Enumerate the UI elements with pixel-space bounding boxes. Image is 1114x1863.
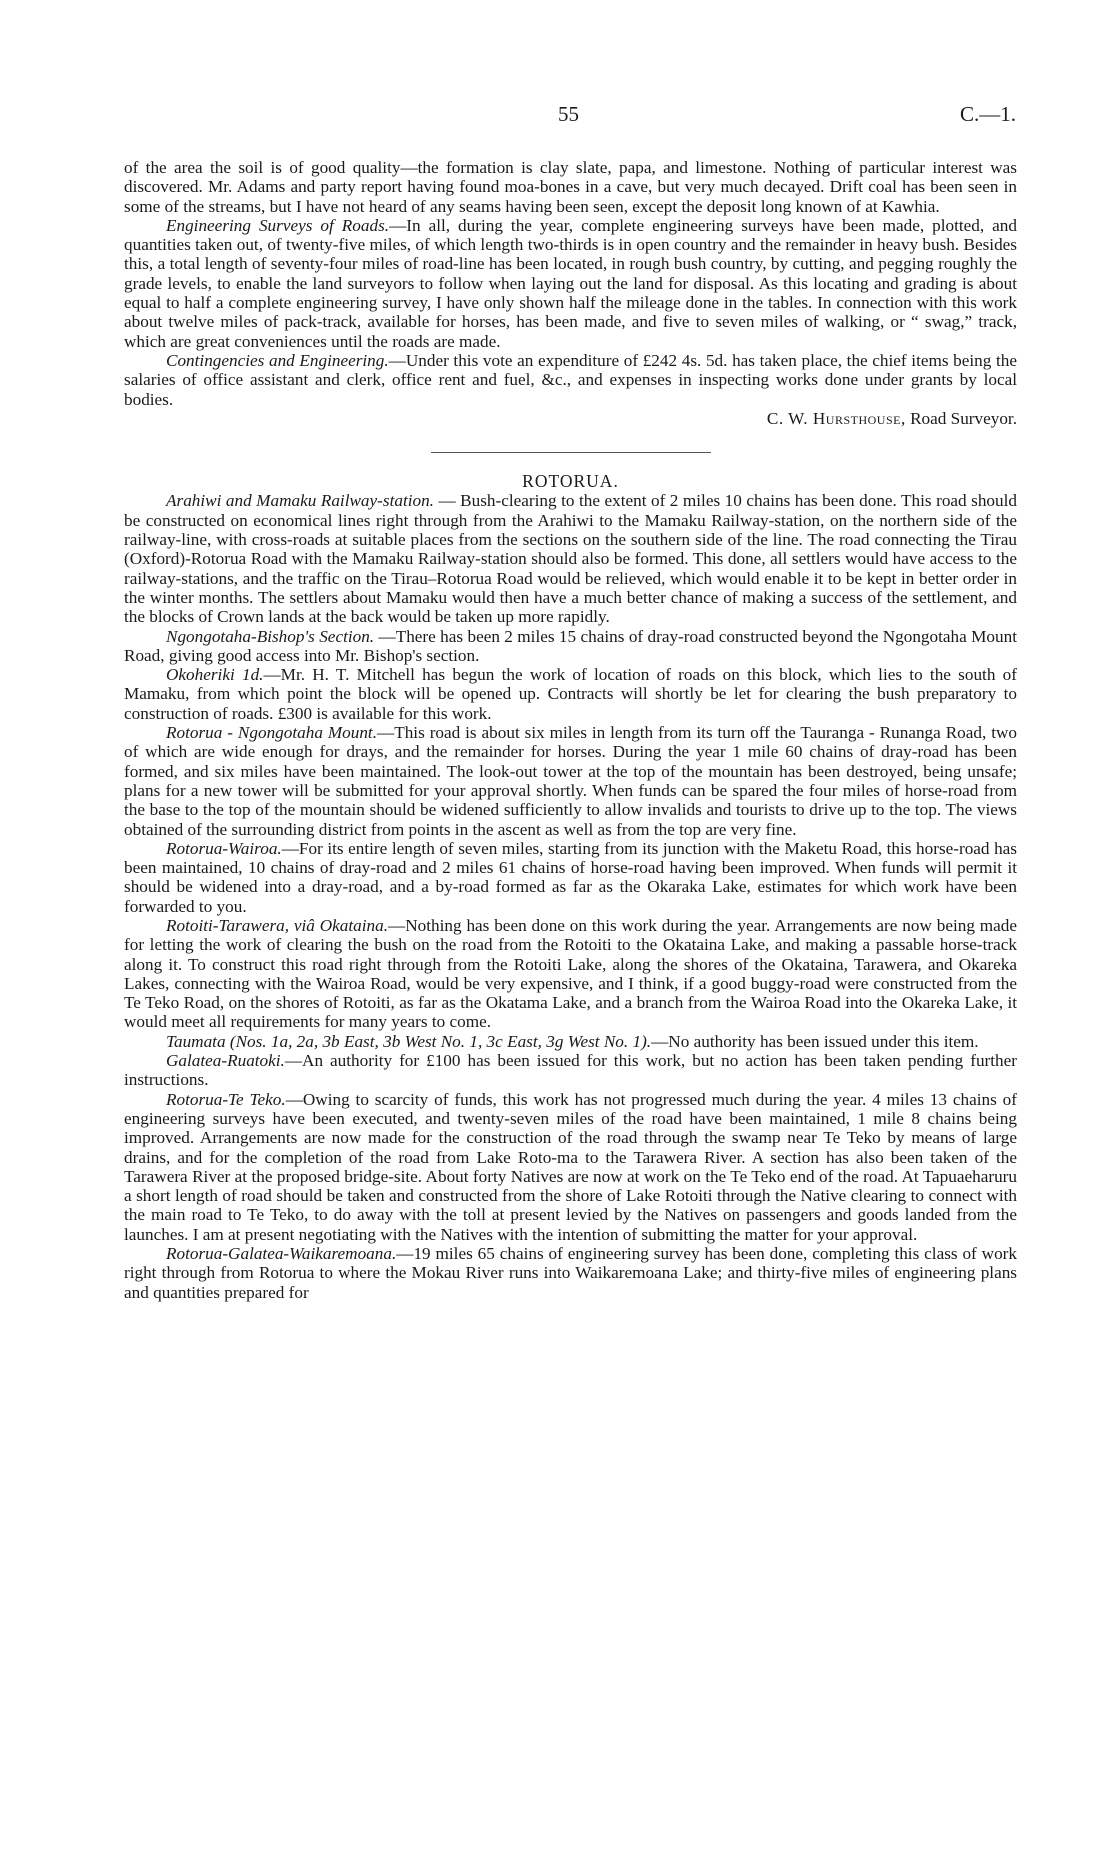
signature-name: C. W. Hursthouse, [766,408,906,428]
paragraph-body: —An authority for £100 has been issued for this work, but no action has been taken pending further instructions. [124,1051,1017,1090]
paragraph-body: —In all, during the year, complete engineering surveys have been made, plotted, and quantities taken out, of twenty-five miles, of which length two-thirds is in open country and the remainder in heavy bush. Besides this, a total length of seventy-four miles of road-line has been located, in rough bush country, by cutting, and pegging roughly the grade levels, to enable the land surveyors to follow when laying out the land for disposal. As this locating and grading is about equal to half a complete engineering survey, I have only shown half the mileage done in the tables. In connection with this work about twelve miles of pack-track, available for horses, has been made, and five to seven miles of walking, or “ swag,” track, which are great conveniences until the roads are made. [124,215,1017,351]
document-reference: C.—1. [959,102,1016,126]
paragraph-title: Contingencies and Engineering. [166,350,389,370]
paragraph-title: Rotorua - Ngongotaha Mount. [166,723,378,743]
paragraph-title: Rotorua-Wairoa. [166,838,282,858]
section-divider [431,452,711,453]
paragraph-title: Rotorua-Te Teko. [166,1089,286,1109]
paragraph-title: Okoheriki 1d. [166,665,264,685]
paragraph-body: —Under this vote an expenditure of £242 4s. 5d. has taken place, the chief items being the salaries of office assistant and clerk, office rent and fuel, &c., and expenses in inspecting works done under grants by local bodies. [124,350,1017,409]
paragraph-continued: of the area the soil is of good quality—the formation is clay slate, papa, and limestone. Nothing of particular interest was discovered. Mr. Adams and party report having found moa-bones in a cave, but very much decayed. Drift coal has been seen in some of the streams, but I have not heard of any seams having been seen, except the deposit long known of at Kawhia. [124,158,1017,216]
paragraph-title: Arahiwi and Mamaku Railway-station. [166,491,434,511]
section-paragraph [124,1090,1017,1244]
section-paragraph [124,723,1017,839]
paragraph-body: —No authority has been issued under this item. [651,1031,979,1051]
paragraph-body: —Nothing has been done on this work during the year. Arrangements are now being made for letting the work of clearing the bush on the road from the Rotoiti to the Okataina Lake, and making a passable horse-track along it. To construct this road right through from the Rotoiti Lake, along the shores of the Okataina, Tarawera, and Okareka Lakes, connecting with the Wairoa Road, would be very expensive, and I think, if a good buggy-road were constructed from the Te Teko Road, on the shores of Rotoiti, as far as the Okatama Lake, and a branch from the Wairoa Road into the Okareka Lake, it would meet all requirements for many years to come. [124,915,1017,1032]
paragraph-body: —Owing to scarcity of funds, this work has not progressed much during the year. 4 miles 13 chains of engineering surveys have been executed, and twenty-seven miles of the road have been maintained, 1 mile 8 chains being improved. Arrangements are now made for the construction of the road through the swamp near Te Teko by means of large drains, and for the completion of the road from Lake Roto-ma to the Tarawera River. A section has also been taken of the Tarawera River at the proposed bridge-site. About forty Natives are now at work on the Te Teko end of the road. At Tapuaeharuru a short length of road should be taken and constructed from the shore of Lake Rotoiti through the Native clearing to connect with the main road to Te Teko, to do away with the toll at present levied by the Natives on passengers and goods landed from the launches. I am at present negotiating with the Natives with the intention of submitting the matter for your approval. [124,1089,1017,1244]
section-paragraph [124,627,1017,666]
paragraph-title: Rotoiti-Tarawera, viâ Okataina. [166,915,389,935]
section-paragraph [124,916,1017,1032]
paragraph-title: Ngongotaha-Bishop's Section. [166,626,375,646]
paragraph-contingencies [124,351,1017,409]
signature-title: Road Surveyor. [905,408,1017,428]
paragraph-title: Galatea-Ruatoki. [166,1051,285,1071]
section-paragraph [124,491,1017,626]
paragraph-body: —For its entire length of seven miles, starting from its junction with the Maketu Road, this horse-road has been maintained, 10 chains of dray-road and 2 miles 61 chains of horse-road having been improved. When funds will permit it should be widened into a dray-road, and a by-road formed as far as the Okaraka Lake, estimates for which work have been forwarded to you. [124,838,1017,916]
section-paragraph [124,1032,1017,1051]
page-header [0,102,1114,132]
paragraph-body: — Bush-clearing to the extent of 2 miles 10 chains has been done. This road should be constructed on economical lines right through from the Arahiwi to the Mamaku Railway-station, on the northern side of the railway-line, with cross-roads at suitable places from the sections on the southern side of the line. The road connecting the Tirau (Oxford)-Rotorua Road with the Mamaku Railway-station should also be formed. This done, all settlers would have access to the railway-stations, and the traffic on the Tirau–Rotorua Road would be relieved, which would enable it to be kept in better order in the winter months. The settlers about Mamaku would then have a much better chance of making a success of the settlement, and the blocks of Crown lands at the back would be taken up more rapidly. [124,491,1017,627]
paragraph-body: —Mr. H. T. Mitchell has begun the work of location of roads on this block, which lies to the south of Mamaku, from which point the block will be opened up. Contracts will shortly be let for clearing the bush preparatory to construction of roads. £300 is available for this work. [124,665,1017,723]
paragraph-title: Engineering Surveys of Roads. [166,215,390,235]
paragraph-body: —19 miles 65 chains of engineering survey has been done, completing this class of work right through from Rotorua to where the Mokau River runs into Waikaremoana Lake; and thirty-five miles of engineering plans and quantities prepared for [124,1244,1017,1302]
section-paragraph [124,1244,1017,1302]
paragraph-body: —There has been 2 miles 15 chains of dray-road constructed beyond the Ngongotaha Mount Road, giving good access into Mr. Bishop's section. [124,626,1017,665]
paragraph-title: Rotorua-Galatea-Waikaremoana. [166,1244,397,1264]
paragraph-engineering-surveys [124,216,1017,351]
section-paragraph [124,1051,1017,1090]
paragraph-body: —This road is about six miles in length from its turn off the Tauranga - Runanga Road, two of which are wide enough for drays, and the remainder for horses. During the year 1 mile 60 chains of dray-road has been formed, and six miles have been maintained. The look-out tower at the top of the mountain has been destroyed, being unsafe; plans for a new tower will be submitted for your approval shortly. When funds can be spared the four miles of horse-road from the base to the top of the mountain should be widened sufficiently to allow invalids and tourists to drive up to the top. The views obtained of the surrounding district from points in the ascent as well as from the top are very fine. [124,723,1017,839]
signature [124,409,1017,428]
paragraph-title: Taumata (Nos. 1a, 2a, 3b East, 3b West No. 1, 3c East, 3g West No. 1). [166,1031,652,1051]
section-paragraph [124,665,1017,723]
section-paragraph [124,839,1017,916]
page-number: 55 [558,102,579,126]
section-heading: ROTORUA. [522,471,619,492]
page-body [124,158,1017,1302]
